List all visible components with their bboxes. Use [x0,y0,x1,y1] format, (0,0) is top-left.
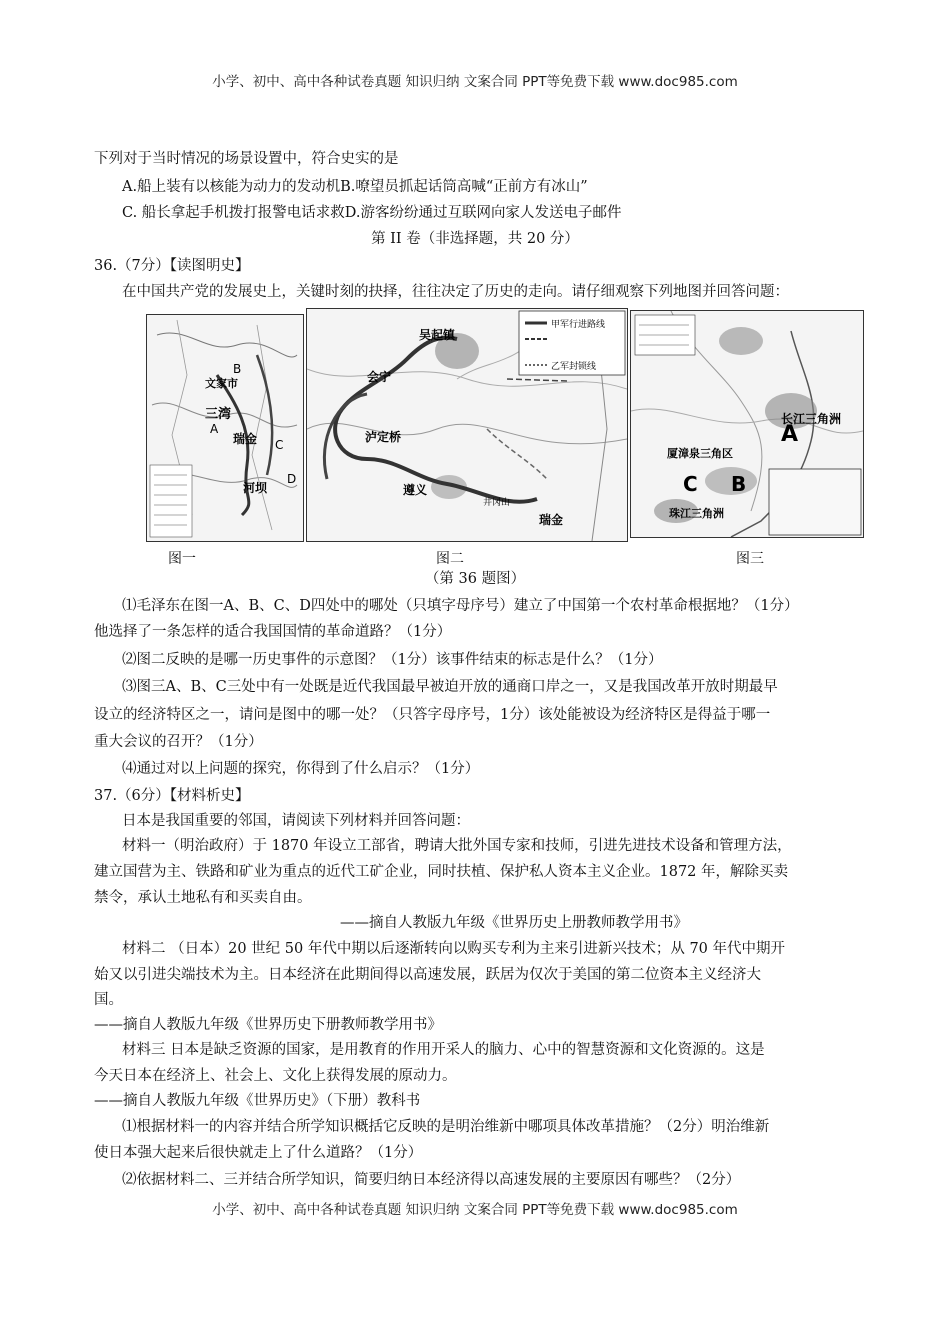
q37-part1-line1: ⑴根据材料一的内容并结合所学知识概括它反映的是明治维新中哪项具体改革措施？（2分）明治维新 [122,1119,770,1135]
map-figure-1-graphic [147,315,303,541]
map2-huining: 会宁 [367,370,392,384]
q37-material1-line3: 禁令，承认土地私有和买卖自由。 [94,890,312,906]
map-figure-3 [630,310,864,538]
q35-stem: 下列对于当时情况的场景设置中，符合史实的是 [94,151,399,167]
q37-material1-source: ——摘自人教版九年级《世界历史上册教师教学用书》 [340,915,688,931]
map1-label-b: B [233,362,242,376]
q37-material2-source: ——摘自人教版九年级《世界历史下册教师教学用书》 [94,1017,442,1033]
q37-material3-source: ——摘自人教版九年级《世界历史》（下册）教科书 [94,1093,421,1109]
map2-ruijin: 瑞金 [539,513,564,527]
q37-intro: 日本是我国重要的邻国，请阅读下列材料并回答问题： [122,813,470,829]
map3-changjiang: 长江三角洲 [781,412,842,426]
figure-3-caption: 图三 [736,551,764,567]
q35-options-cd: C. 船长拿起手机拨打报警电话求救D.游客纷纷通过互联网向家人发送电子邮件 [122,205,622,221]
map2-zunyi: 遵义 [403,483,428,497]
map2-legend-blockade: 乙军封锁线 [551,362,597,372]
q36-maps [146,308,862,540]
q36-figure-caption: （第 36 题图） [424,571,526,587]
figure-1-caption: 图一 [168,551,196,567]
map3-zhujiang: 珠江三角洲 [669,507,724,520]
q36-part3-line3: 重大会议的召开？（1分） [94,734,263,750]
map-figure-1 [146,314,304,542]
map-figure-2 [306,308,628,542]
map1-label-c: C [275,438,284,452]
map2-wuqizhen: 吴起镇 [419,328,456,342]
q37-material3-line1: 材料三 日本是缺乏资源的国家，是用教育的作用开采人的脑力、心中的智慧资源和文化资源的。这是 [122,1042,765,1058]
q37-part2: ⑵依据材料二、三并结合所学知识，简要归纳日本经济得以高速发展的主要原因有哪些？（2分） [122,1172,741,1188]
map-figure-3-graphic [631,311,863,537]
figure-2-caption: 图二 [436,551,464,567]
map1-label-a: A [210,422,219,436]
q37-material2-line1: 材料二 （日本）20 世纪 50 年代中期以后逐渐转向以购买专利为主来引进新兴技术；从 70 年代中期开 [122,941,786,957]
map1-label-d: D [287,472,297,486]
map3-label-c: C [683,472,698,496]
q36-part3-line2: 设立的经济特区之一，请问是图中的哪一处？（只答字母序号，1分）该处能被设为经济特区是得益于哪一 [94,707,771,723]
q36-part4: ⑷通过对以上问题的探究，你得到了什么启示？（1分） [122,761,480,777]
q36-part1-line1: ⑴毛泽东在图一A、B、C、D四处中的哪处（只填字母序号）建立了中国第一个农村革命根据地？（1分） [122,598,799,614]
map1-sanwan: 三湾 [205,407,232,422]
map1-heba: 河坝 [243,481,268,495]
q37-material3-line2: 今天日本在经济上、社会上、文化上获得发展的原动力。 [94,1068,457,1084]
page-header: 小学、初中、高中各种试卷真题 知识归纳 文案合同 PPT等免费下载 www.doc985.com [212,74,738,90]
q37-part1-line2: 使日本强大起来后很快就走上了什么道路？（1分） [94,1145,423,1161]
map2-legend-route: 甲军行进路线 [551,320,606,330]
map3-xiazhangquan: 厦漳泉三角区 [667,447,733,460]
q36-part3-line1: ⑶图三A、B、C三处中有一处既是近代我国最早被迫开放的通商口岸之一，又是我国改革开放时期最早 [122,679,778,695]
q37-material2-line3: 国。 [94,992,123,1008]
q37-material1-line1: 材料一（明治政府）于 1870 年设立工部省，聘请大批外国专家和技师，引进先进技术设备和管理方法， [122,838,792,854]
map3-label-b: B [731,472,747,496]
map1-wenjiashi: 文家市 [205,377,238,390]
q37-title: 37.（6分）【材料析史】 [94,788,250,804]
q36-part1-line2: 他选择了一条怎样的适合我国国情的革命道路？（1分） [94,624,452,640]
page-footer: 小学、初中、高中各种试卷真题 知识归纳 文案合同 PPT等免费下载 www.doc985.com [212,1202,738,1218]
q36-intro: 在中国共产党的发展史上，关键时刻的抉择，往往决定了历史的走向。请仔细观察下列地图并回答问题： [122,284,789,300]
map1-ruijin: 瑞金 [233,432,258,446]
map-figure-2-graphic [307,309,627,541]
q37-material2-line2: 始又以引进尖端技术为主。日本经济在此期间得以高速发展，跃居为仅次于美国的第二位资本主义经济大 [94,967,761,983]
q37-material1-line2: 建立国营为主、铁路和矿业为重点的近代工矿企业，同时扶植、保护私人资本主义企业。1872 年，解除买卖 [94,864,789,880]
map2-jinggangshan: 井冈山 [483,498,511,508]
map2-ludingqiao: 泸定桥 [365,430,402,444]
map3-label-a: A [781,422,799,447]
q35-options-ab: A.船上装有以核能为动力的发动机B.嘹望员抓起话筒高喊“正前方有冰山” [122,179,588,195]
q36-title: 36.（7分）【读图明史】 [94,258,250,274]
q36-part2: ⑵图二反映的是哪一历史事件的示意图？（1分）该事件结束的标志是什么？（1分） [122,652,663,668]
section-2-title: 第 II 卷（非选择题，共 20 分） [371,231,579,247]
